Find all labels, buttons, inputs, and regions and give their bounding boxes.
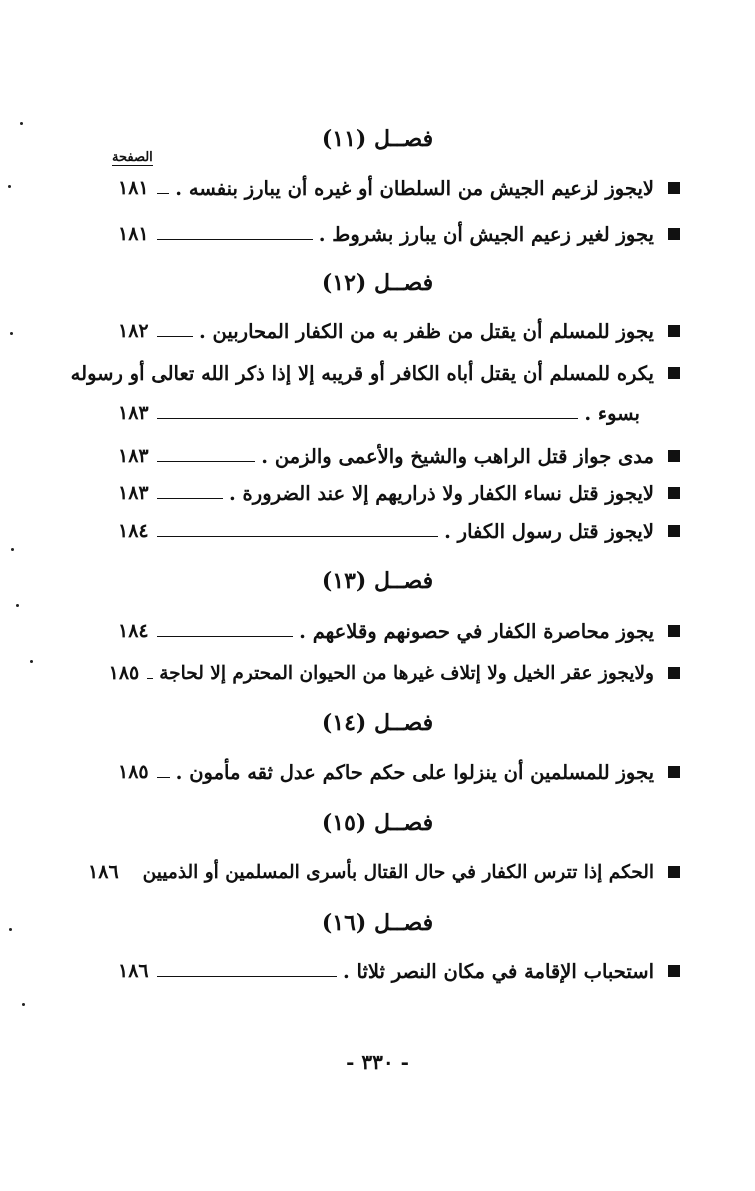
page-column-label: الصفحة: [112, 150, 153, 165]
scan-speck: [22, 1003, 25, 1006]
bullet-square-icon: [668, 487, 680, 499]
bullet-square-icon: [668, 525, 680, 537]
leader-line: [157, 461, 256, 462]
leader-line: [157, 193, 170, 194]
section-heading-12: فصــل (١٢): [321, 270, 434, 296]
toc-entry-continuation: [118, 397, 680, 429]
toc-entry: [118, 172, 680, 204]
toc-entry: [118, 515, 680, 547]
entry-text: الحكم إذا تترس الكفار في حال القتال بأسرى المسلمين أو الذميين: [142, 861, 654, 883]
entry-text: لايجوز قتل نساء الكفار ولا ذراريهم إلا عند الضرورة .: [228, 481, 654, 505]
toc-entry: [118, 440, 680, 472]
toc-entry: [118, 218, 680, 250]
entry-page-number: ١٨٥: [108, 662, 140, 684]
toc-entry: [118, 615, 680, 647]
leader-line: [157, 498, 223, 499]
bullet-square-icon: [668, 625, 680, 637]
bullet-square-icon: [668, 450, 680, 462]
scan-speck: [20, 122, 23, 125]
entry-text: استحباب الإقامة في مكان النصر ثلاثا .: [342, 959, 654, 983]
toc-entry: [70, 357, 680, 389]
entry-text: ولايجوز عقر الخيل ولا إتلاف غيرها من الحيوان المحترم إلا لحاجة: [159, 662, 654, 684]
entry-page-number: ١٨٤: [118, 620, 149, 642]
bullet-square-icon: [668, 667, 680, 679]
entry-text: يجوز لغير زعيم الجيش أن يبارز بشروط .: [318, 222, 654, 246]
toc-entry: [118, 756, 680, 788]
page-number-footer: - ٣٣٠ -: [346, 1050, 409, 1074]
entry-page-number: ١٨٥: [118, 761, 149, 783]
bullet-square-icon: [668, 965, 680, 977]
entry-page-number: ١٨١: [118, 223, 149, 245]
toc-entry: [118, 955, 680, 987]
scan-speck: [30, 660, 33, 663]
section-heading-15: فصــل (١٥): [321, 810, 434, 836]
toc-entry: [88, 856, 680, 888]
toc-entry: [118, 315, 680, 347]
bullet-square-icon: [668, 182, 680, 194]
leader-line: [157, 976, 337, 977]
bullet-square-icon: [668, 228, 680, 240]
entry-page-number: ١٨٦: [88, 861, 119, 883]
entry-page-number: ١٨٣: [118, 402, 149, 424]
leader-line: [157, 536, 438, 537]
scan-speck: [9, 928, 12, 931]
scan-speck: [16, 604, 19, 607]
entry-page-number: ١٨٣: [118, 445, 149, 467]
section-heading-14: فصــل (١٤): [321, 710, 434, 736]
entry-text: يجوز للمسلم أن يقتل من ظفر به من الكفار المحاربين .: [198, 319, 654, 343]
bullet-square-icon: [668, 325, 680, 337]
section-heading-16: فصــل (١٦): [321, 910, 434, 936]
leader-line: [157, 336, 193, 337]
toc-entry: [118, 477, 680, 509]
scan-speck: [8, 185, 11, 188]
leader-line: [147, 678, 153, 679]
leader-line: [157, 239, 313, 240]
toc-entry: [108, 657, 680, 689]
entry-text: لايجوز قتل رسول الكفار .: [444, 519, 654, 543]
entry-page-number: ١٨٢: [118, 320, 149, 342]
entry-page-number: ١٨١: [118, 177, 149, 199]
entry-text: لايجوز لزعيم الجيش من السلطان أو غيره أن يبارز بنفسه .: [175, 176, 654, 200]
bullet-square-icon: [668, 367, 680, 379]
section-heading-13: فصــل (١٣): [321, 568, 434, 594]
entry-text: مدى جواز قتل الراهب والشيخ والأعمى والزمن .: [261, 444, 654, 468]
entry-text: يجوز محاصرة الكفار في حصونهم وقلاعهم .: [299, 619, 654, 643]
section-heading-11: فصــل (١١): [321, 126, 434, 152]
scan-speck: [11, 548, 14, 551]
entry-page-number: ١٨٦: [118, 960, 149, 982]
leader-line: [157, 777, 170, 778]
entry-page-number: ١٨٤: [118, 520, 149, 542]
leader-line: [157, 418, 579, 419]
entry-page-number: ١٨٣: [118, 482, 149, 504]
leader-line: [157, 636, 294, 637]
entry-text: يكره للمسلم أن يقتل أباه الكافر أو قريبه إلا إذا ذكر الله تعالى أو رسوله: [70, 361, 654, 385]
entry-text: يجوز للمسلمين أن ينزلوا على حكم حاكم عدل ثقه مأمون .: [175, 760, 654, 784]
scan-speck: [10, 332, 13, 335]
entry-text: بسوء .: [584, 401, 640, 425]
bullet-square-icon: [668, 866, 680, 878]
bullet-square-icon: [668, 766, 680, 778]
